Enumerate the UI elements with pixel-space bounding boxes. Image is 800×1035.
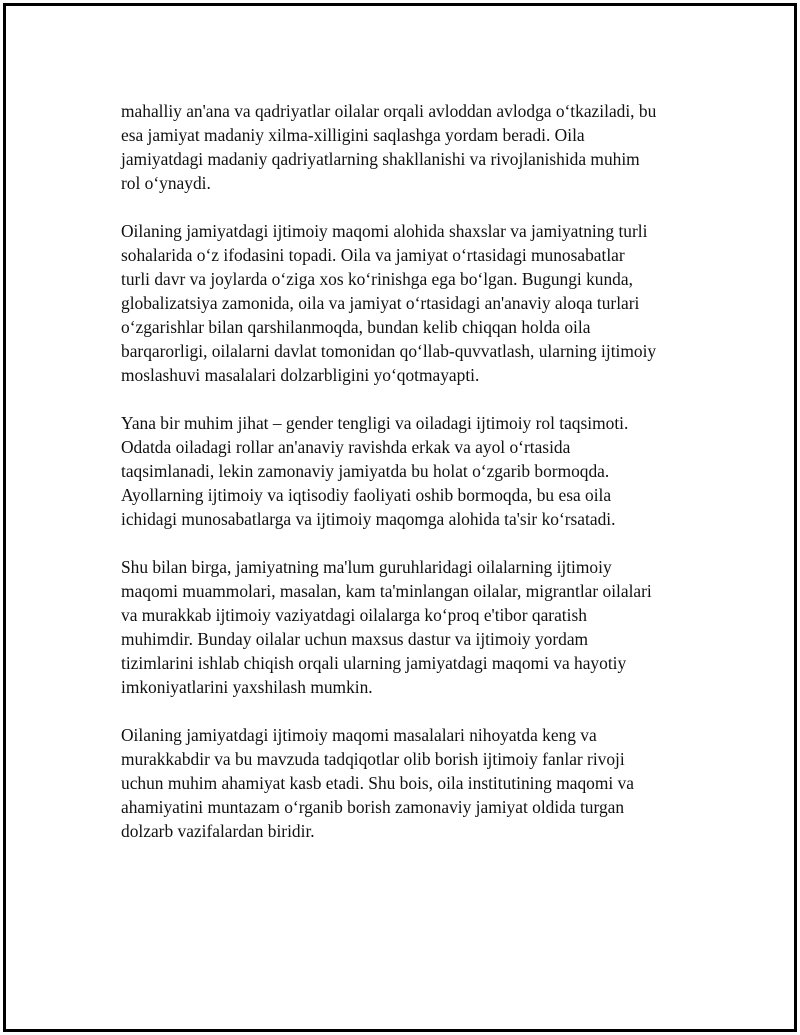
paragraph-3: Yana bir muhim jihat – gender tengligi va oiladagi ijtimoiy rol taqsimoti. Odatda oiladagi rollar an'anaviy ravishda erkak va ayol o‘rtasida taqsimlanadi, lekin zamonaviy jamiyatda bu holat o‘zgarib bormoqda. Ayollarning ijtimoiy va iqtisodiy faoliyati oshib bormoqda, bu esa oila ichidagi munosabatlarga va ijtimoiy maqomga alohida ta'sir ko‘rsatadi. bbox=[121, 413, 629, 529]
paragraph-5: Oilaning jamiyatdagi ijtimoiy maqomi masalalari nihoyatda keng va murakkabdir va bu mavzuda tadqiqotlar olib borish ijtimoiy fanlar rivoji uchun muhim ahamiyat kasb etadi. Shu bois, oila institutining maqomi va ahamiyatini muntazam o‘rganib borish zamonaviy jamiyat oldida turgan dolzarb vazifalardan biridir. bbox=[121, 725, 634, 841]
paragraph-4: Shu bilan birga, jamiyatning ma'lum guruhlaridagi oilalarning ijtimoiy maqomi muammolari, masalan, kam ta'minlangan oilalar, migrantlar oilalari va murakkab ijtimoiy vaziyatdagi oilalarga ko‘proq e'tibor qaratish muhimdir. Bunday oilalar uchun maxsus dastur va ijtimoiy yordam tizimlarini ishlab chiqish orqali ularning jamiyatdagi maqomi va hayotiy imkoniyatlarini yaxshilash mumkin. bbox=[121, 557, 652, 697]
document-body bbox=[121, 99, 701, 867]
page-frame bbox=[3, 3, 797, 1032]
paragraph-1: mahalliy an'ana va qadriyatlar oilalar orqali avloddan avlodga o‘tkaziladi, bu esa jamiyat madaniy xilma-xilligini saqlashga yordam beradi. Oila jamiyatdagi madaniy qadriyatlarning shakllanishi va rivojlanishida muhim rol o‘ynaydi. bbox=[121, 101, 657, 193]
paragraph-2: Oilaning jamiyatdagi ijtimoiy maqomi alohida shaxslar va jamiyatning turli sohalarida o‘z ifodasini topadi. Oila va jamiyat o‘rtasidagi munosabatlar turli davr va joylarda o‘ziga xos ko‘rinishga ega bo‘lgan. Bugungi kunda, globalizatsiya zamonida, oila va jamiyat o‘rtasidagi an'anaviy aloqa turlari o‘zgarishlar bilan qarshilanmoqda, bundan kelib chiqqan holda oila barqarorligi, oilalarni davlat tomonidan qo‘llab-quvvatlash, ularning ijtimoiy moslashuvi masalalari dolzarbligini yo‘qotmayapti. bbox=[121, 221, 657, 385]
